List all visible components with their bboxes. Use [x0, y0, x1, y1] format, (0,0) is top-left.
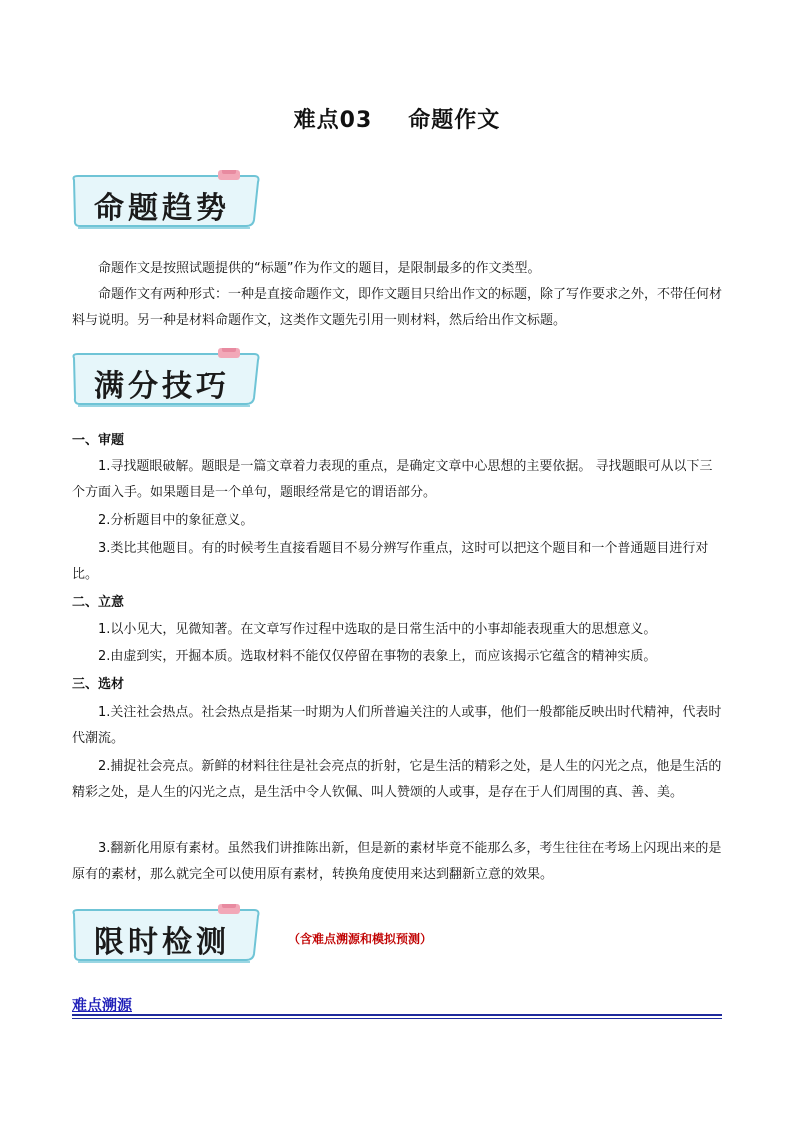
trend-paragraph-2: 命题作文有两种形式：一种是直接命题作文，即作文题目只给出作文的标题，除了写作要求之外，不带任何材料与说明。另一种是材料命题作文，这类作文题先引用一则材料，然后给出作文标题。 [72, 287, 723, 328]
section-link-origin[interactable]: 难点溯源 [72, 996, 133, 1014]
section-divider [72, 1018, 722, 1019]
skills-paragraph: 1.以小见大，见微知著。在文章写作过程中选取的是日常生活中的小事却能表现重大的思想意义。 [98, 622, 657, 637]
badge-trend: 命题趋势 [68, 170, 266, 232]
page-title: 难点03 命题作文 [293, 108, 501, 133]
skills-paragraph: 1.关注社会热点。社会热点是指某一时期为人们所普遍关注的人或事，他们一般都能反映出时代精神，代表时代潮流。 [72, 705, 722, 746]
badge-test: 限时检测 [68, 904, 266, 966]
trend-paragraph-1: 命题作文是按照试题提供的“标题”作为作文的题目，是限制最多的作文类型。 [98, 261, 541, 276]
skills-paragraph: 2.分析题目中的象征意义。 [98, 513, 254, 528]
skills-paragraph: 3.翻新化用原有素材。虽然我们讲推陈出新，但是新的素材毕竟不能那么多，考生往往在考场上闪现出来的是原有的素材，那么就完全可以使用原有素材，转换角度使用来达到翻新立意的效果。 [72, 841, 722, 882]
skills-paragraph: 2.由虚到实，开掘本质。选取材料不能仅仅停留在事物的表象上，而应该揭示它蕴含的精神实质。 [98, 649, 657, 664]
skills-paragraph: 1.寻找题眼破解。题眼是一篇文章着力表现的重点，是确定文章中心思想的主要依据。 寻找题眼可从以下三个方面入手。如果题目是一个单句，题眼经常是它的谓语部分。 [72, 459, 713, 500]
badge-skills: 满分技巧 [68, 348, 266, 410]
skills-heading-1: 一、审题 [72, 433, 125, 448]
skills-paragraph: 3.类比其他题目。有的时候考生直接看题目不易分辨写作重点，这时可以把这个题目和一个普通题目进行对比。 [72, 541, 709, 582]
skills-heading-3: 三、选材 [72, 677, 125, 692]
skills-heading-2: 二、立意 [72, 595, 125, 610]
skills-paragraph: 2.捕捉社会亮点。新鲜的材料往往是社会亮点的折射，它是生活的精彩之处，是人生的闪光之点，他是生活的精彩之处，是人生的闪光之点，是生活中令人钦佩、叫人赞颂的人或事，是存在于人们周围的真、善、美。 [72, 759, 722, 800]
section-divider [72, 1014, 722, 1016]
test-note: （含难点溯源和模拟预测） [288, 932, 433, 946]
